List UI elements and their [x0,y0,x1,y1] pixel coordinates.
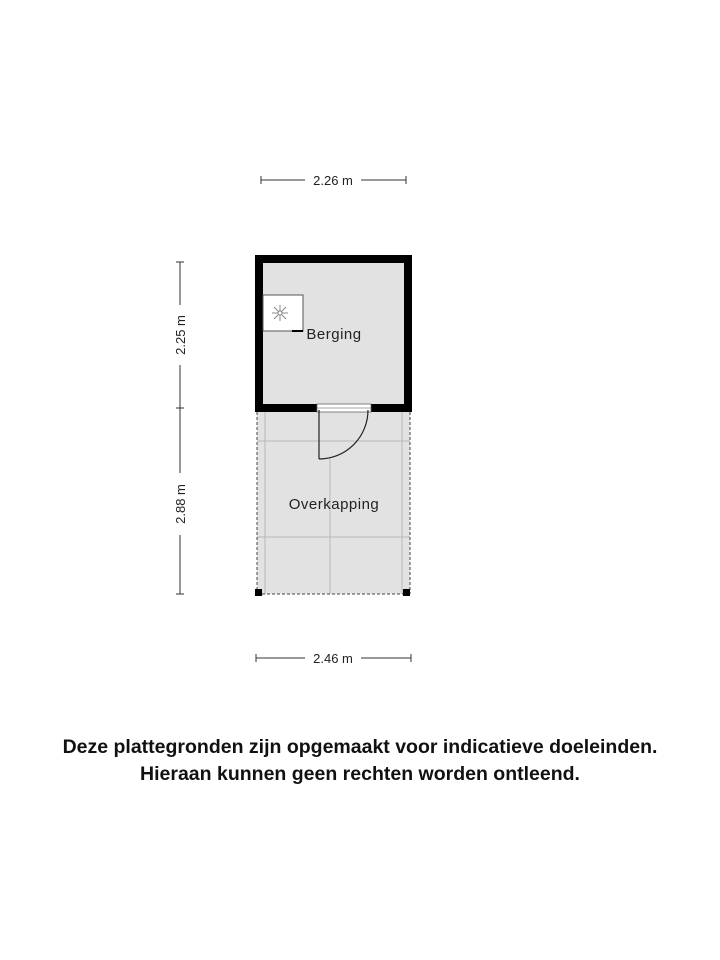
dimension-overkapping-label: 2.88 m [173,484,188,524]
disclaimer-line-1: Deze plattegronden zijn opgemaakt voor indicatieve doeleinden. [62,736,658,758]
disclaimer-line-2: Hieraan kunnen geen rechten worden ontleend. [140,763,580,785]
dimension-bottom-label: 2.46 m [313,651,353,666]
dimension-top-label: 2.26 m [313,173,353,188]
dimension-left [176,262,184,594]
room-label-overkapping: Overkapping [288,496,380,513]
fan-icon [263,295,303,331]
support-post-left [255,589,262,596]
room-label-berging: Berging [306,326,362,343]
support-post-right [403,589,410,596]
dimension-berging-label: 2.25 m [173,315,188,355]
